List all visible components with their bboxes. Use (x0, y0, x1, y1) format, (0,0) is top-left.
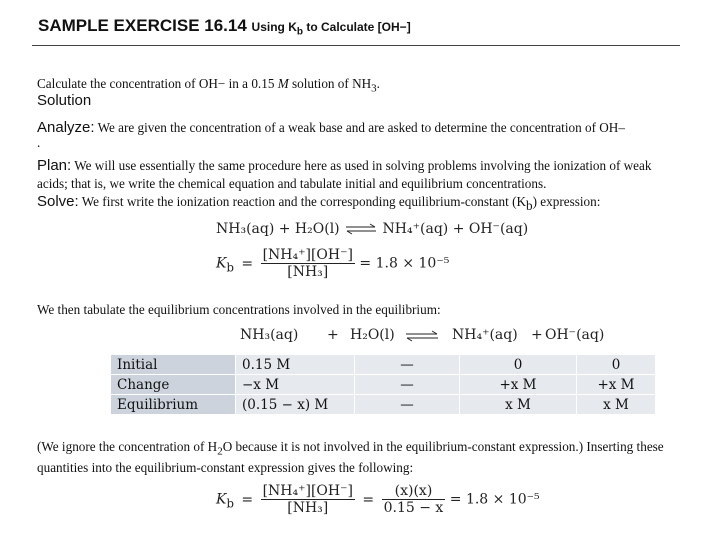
final-kb-expression: $K_b$ = $\frac{\text{[NH₄⁺][OH⁻]}}{\text{[NH₃]}}$ = $\frac{(x)(x)}{0.15 - x}$ = 1.8 × 10⁻⁵ (216, 483, 540, 516)
equilibrium-arrows-icon (344, 223, 378, 235)
final-kb-value: = 1.8 × 10⁻⁵ (449, 491, 540, 508)
problem-statement: Calculate the concentration of OH− in a 0.15 M solution of $NH_3$. (37, 76, 380, 95)
final-fraction-2: $\frac{(x)(x)}{0.15 - x}$ (383, 483, 444, 516)
equation-products: NH₄⁺(aq) + OH⁻(aq) (382, 221, 529, 237)
title-main: SAMPLE EXERCISE 16.14 (38, 16, 247, 35)
ignore-paragraph: (We ignore the concentration of $H_2O$ because it is not involved in the equilibrium-constant expression.) Inserting these quantities into the equilibrium-constant expression gives the following: (37, 439, 664, 475)
analyze-text: We are given the concentration of a weak base and are asked to determine the concentration of OH– (94, 120, 625, 135)
analyze-paragraph (37, 119, 687, 137)
kb-fraction: $\frac{\text{[NH₄⁺][OH⁻]}}{\text{[NH₃]}}$ (262, 247, 353, 280)
tabulate-text: We then tabulate the equilibrium concentrations involved in the equilibrium: (37, 302, 441, 317)
table-row: Change −x M — +x M +x M (111, 375, 656, 395)
equation-reactants: NH₃(aq) + H₂O(l) (216, 221, 340, 237)
plan-text: We will use essentially the same procedure here as used in solving problems involving the ionization of weak acids; that is, we write the chemical equation and tabulate initial and equilibrium concentrations. (37, 158, 652, 191)
table-row: Equilibrium (0.15 − x) M — x M x M (111, 395, 656, 415)
solve-paragraph: Solve: We first write the ionization reaction and the corresponding equilibrium-constant $(K_b)$ expression: (37, 193, 601, 214)
title-sub: Using $K_b$ to Calculate [OH−] (251, 20, 411, 38)
solve-label: Solve: (37, 193, 79, 210)
title-divider (32, 45, 680, 46)
kb-value: = 1.8 × 10⁻⁵ (359, 255, 450, 272)
plan-paragraph (37, 157, 685, 193)
solution-heading: Solution (37, 92, 92, 109)
plan-label: Plan: (37, 157, 72, 174)
final-fraction-1: $\frac{\text{[NH₄⁺][OH⁻]}}{\text{[NH₃]}}$ (262, 483, 353, 516)
equilibrium-arrows-icon (404, 330, 440, 342)
ionization-equation (216, 221, 528, 237)
equilibrium-table (110, 354, 656, 415)
analyze-label: Analyze: (37, 119, 95, 136)
table-row: Initial 0.15 M — 0 0 (111, 355, 656, 375)
analyze-trailing-period: . (37, 135, 41, 150)
page-title (38, 16, 411, 37)
kb-expression: $K_b$ = $\frac{\text{[NH₄⁺][OH⁻]}}{\text{[NH₃]}}$ = 1.8 × 10⁻⁵ (216, 247, 450, 280)
table-equation-header: NH₃(aq) + H₂O(l) NH₄⁺(aq) + OH⁻(aq) (240, 327, 605, 343)
